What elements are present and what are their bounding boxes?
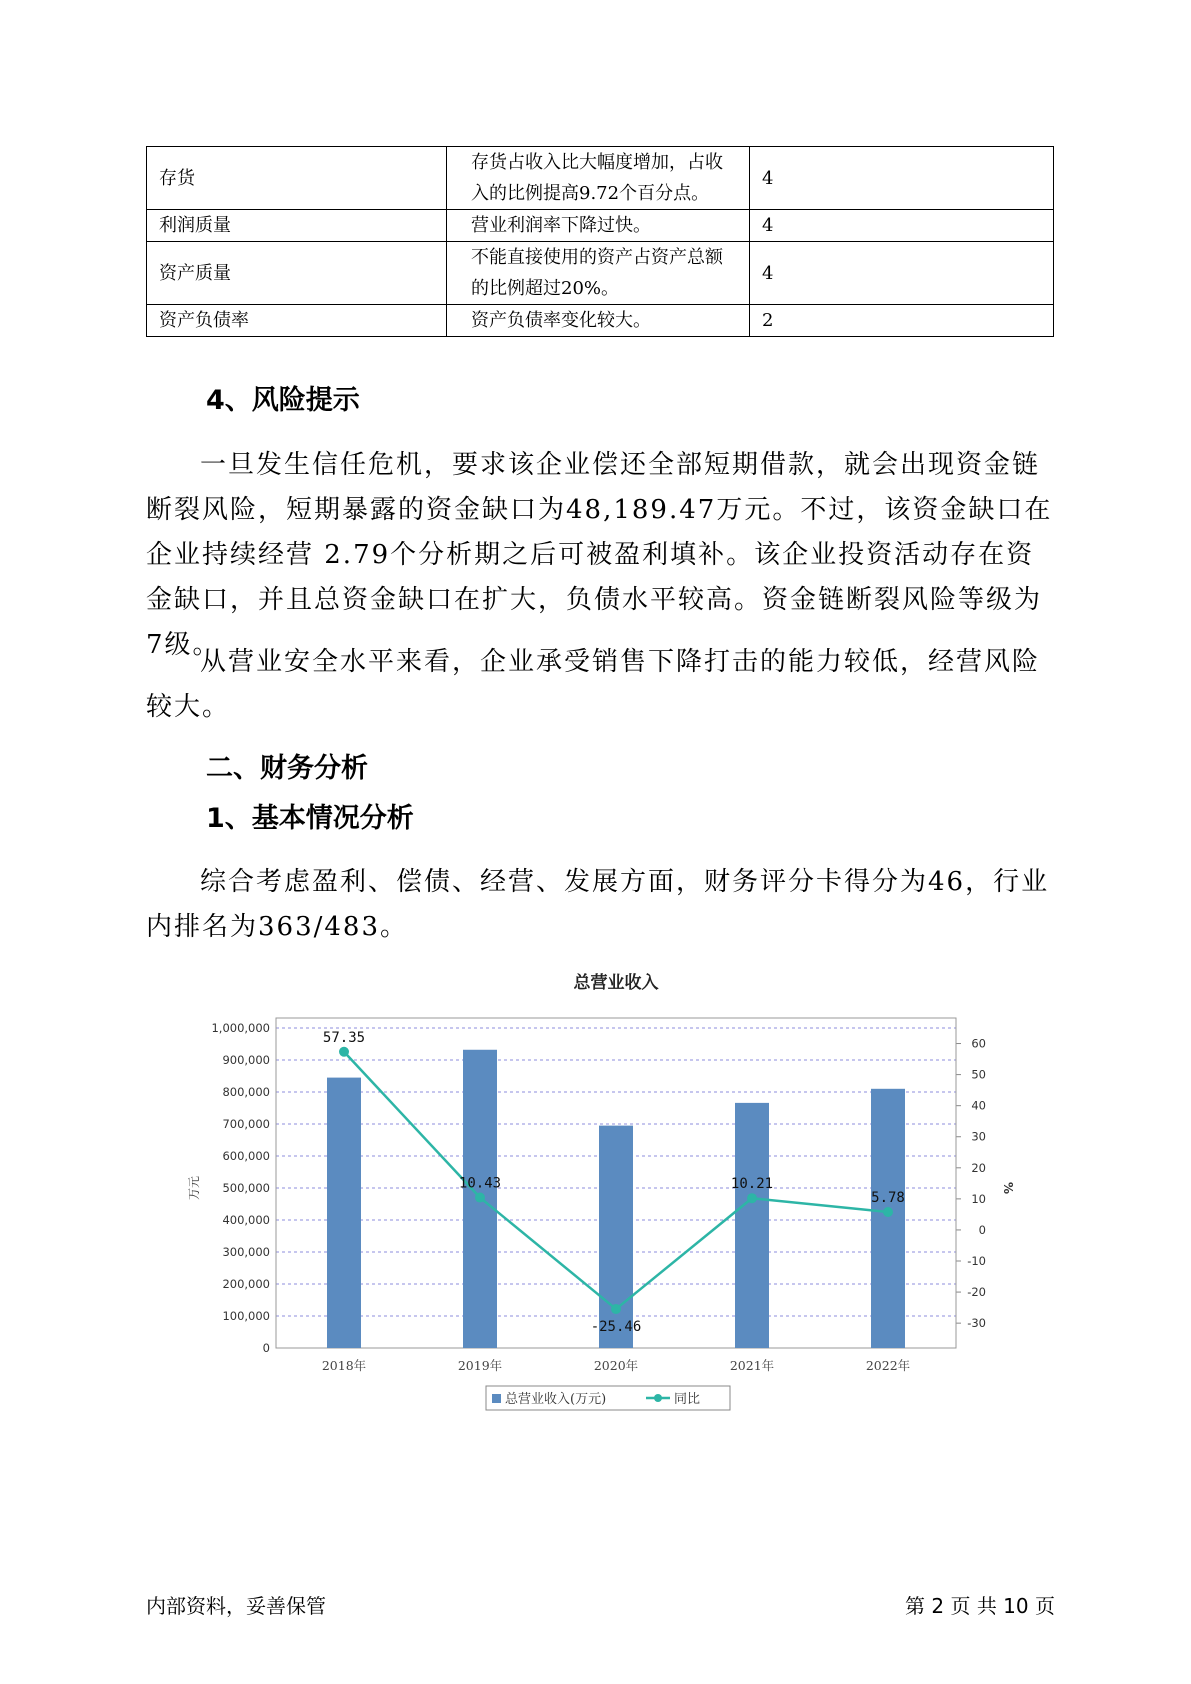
description-line: 营业利润率下降过快。 — [471, 215, 651, 236]
y2-tick-label: -10 — [967, 1254, 986, 1269]
finance-heading: 二、财务分析 — [206, 753, 368, 784]
table-row — [147, 147, 1054, 210]
chart-title: 总营业收入 — [573, 973, 659, 993]
bar — [599, 1126, 633, 1348]
yoy-point — [611, 1304, 621, 1314]
risk-paragraph-2: 从营业安全水平来看，企业承受销售下降打击的能力较低，经营风险较大。 — [146, 647, 1041, 722]
table-cell-description — [447, 147, 750, 210]
table-row — [147, 305, 1054, 337]
description-line: 存货占收入比大幅度增加，占收 — [471, 152, 723, 173]
description-line: 不能直接使用的资产占资产总额 — [471, 247, 723, 268]
y2-tick-label: 10 — [971, 1191, 986, 1206]
table-cell-score: 4 — [750, 210, 1054, 242]
y2-tick-label: 20 — [971, 1160, 986, 1175]
yoy-point — [475, 1193, 485, 1203]
bar — [871, 1089, 905, 1348]
table-cell-description — [447, 305, 750, 337]
x-tick-label: 2018年 — [321, 1358, 367, 1373]
table-row — [147, 242, 1054, 305]
yoy-data-label: 10.43 — [458, 1175, 502, 1192]
y-tick-label: 0 — [262, 1341, 270, 1355]
risk-paragraph-1: 一旦发生信任危机，要求该企业偿还全部短期借款，就会出现资金链断裂风险，短期暴露的资金缺口为48,189.47万元。不过，该资金缺口在企业持续经营 2.79个分析期之后可被盈利填补。该企业投资活动存在资金缺口，并且总资金缺口在扩大，负债水平较高。资金链断裂风险等级为7级。 — [146, 450, 1053, 660]
y-tick-label: 900,000 — [222, 1053, 270, 1067]
x-tick-label: 2020年 — [593, 1358, 639, 1373]
basic-heading: 1、基本情况分析 — [206, 803, 414, 834]
legend-swatch-bar — [492, 1394, 501, 1403]
yoy-data-label: 5.78 — [871, 1189, 905, 1206]
legend-swatch-point — [654, 1394, 662, 1402]
revenue-chart — [176, 968, 1015, 1428]
yoy-point — [339, 1047, 349, 1057]
y2-tick-label: 60 — [971, 1036, 986, 1051]
table-row — [147, 210, 1054, 242]
y2-tick-label: 0 — [978, 1222, 986, 1237]
basic-paragraph: 综合考虑盈利、偿债、经营、发展方面，财务评分卡得分为46，行业内排名为363/483。 — [146, 867, 1050, 942]
table-cell-item: 存货 — [147, 147, 447, 210]
x-tick-label: 2021年 — [729, 1358, 775, 1373]
y2-tick-label: -20 — [967, 1285, 986, 1300]
y-tick-label: 100,000 — [222, 1309, 270, 1323]
yoy-data-label: -25.46 — [590, 1319, 642, 1336]
y2-tick-label: 50 — [971, 1067, 986, 1082]
y-tick-label: 400,000 — [222, 1213, 270, 1227]
y-tick-label: 200,000 — [222, 1277, 270, 1291]
y2-tick-label: -30 — [967, 1316, 986, 1331]
description-line: 的比例超过20%。 — [471, 278, 620, 299]
table-cell-description — [447, 210, 750, 242]
y2-axis-label: % — [1001, 1181, 1015, 1195]
y-tick-label: 1,000,000 — [211, 1021, 270, 1035]
table-cell-score: 4 — [750, 242, 1054, 305]
description-line: 资产负债率变化较大。 — [471, 310, 651, 331]
table-cell-item: 利润质量 — [147, 210, 447, 242]
table-cell-item: 资产负债率 — [147, 305, 447, 337]
footer-page-number: 第 2 页 共 10 页 — [905, 1594, 1055, 1618]
risk-table — [146, 146, 1054, 337]
table-cell-description — [447, 242, 750, 305]
y-tick-label: 600,000 — [222, 1149, 270, 1163]
y-tick-label: 700,000 — [222, 1117, 270, 1131]
y-tick-label: 300,000 — [222, 1245, 270, 1259]
x-tick-label: 2019年 — [457, 1358, 503, 1373]
x-tick-label: 2022年 — [865, 1358, 911, 1373]
y-tick-label: 500,000 — [222, 1181, 270, 1195]
legend-label-revenue: 总营业收入(万元) — [505, 1392, 607, 1407]
risk-heading: 4、风险提示 — [206, 385, 360, 416]
footer-left: 内部资料，妥善保管 — [146, 1594, 326, 1618]
table-cell-score: 2 — [750, 305, 1054, 337]
bar — [735, 1103, 769, 1348]
y2-tick-label: 40 — [971, 1098, 986, 1113]
description-line: 入的比例提高9.72个百分点。 — [471, 183, 710, 204]
yoy-point — [747, 1193, 757, 1203]
yoy-data-label: 10.21 — [730, 1176, 774, 1193]
y2-tick-label: 30 — [971, 1129, 986, 1144]
table-cell-score: 4 — [750, 147, 1054, 210]
table-cell-item: 资产质量 — [147, 242, 447, 305]
bar — [327, 1078, 361, 1348]
yoy-point — [883, 1207, 893, 1217]
y-tick-label: 800,000 — [222, 1085, 270, 1099]
yoy-data-label: 57.35 — [322, 1029, 366, 1046]
legend-label-yoy: 同比 — [674, 1392, 701, 1407]
y-axis-label: 万元 — [187, 1175, 201, 1201]
